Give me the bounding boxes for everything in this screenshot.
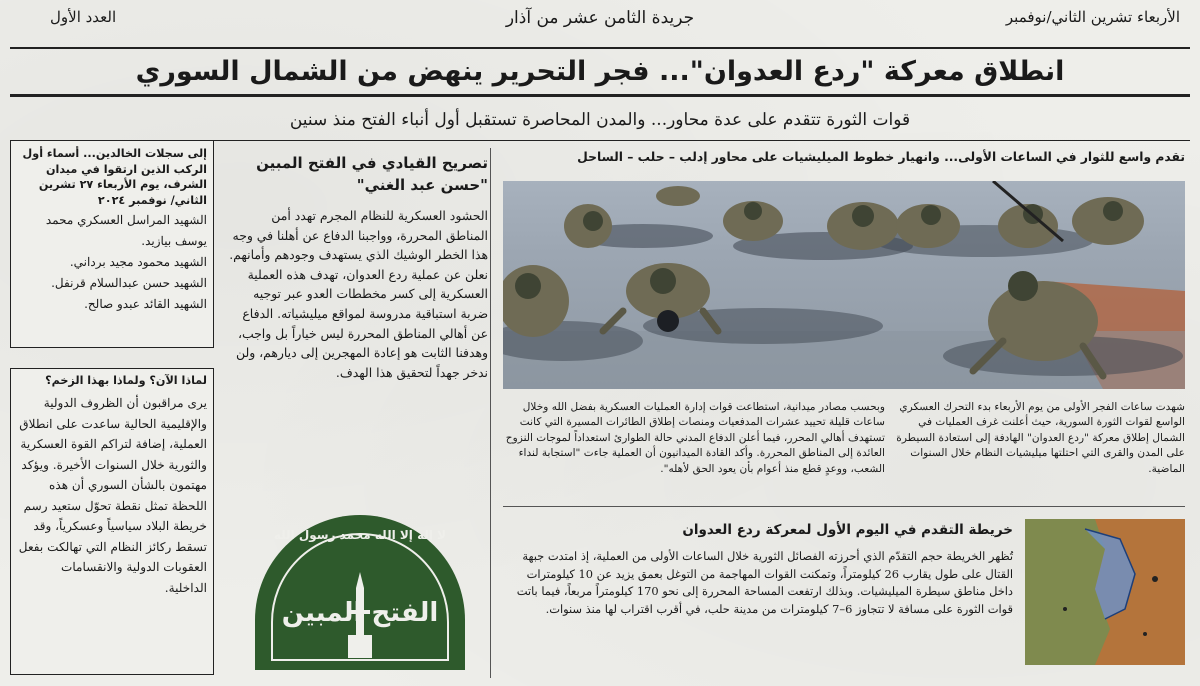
issue-date: الأربعاء تشرين الثاني/نوفمبر: [1005, 8, 1180, 26]
sub-headline: قوات الثورة تتقدم على عدة محاور... والمدن المحاصرة تستقبل أول أنباء الفتح منذ سنين: [289, 110, 911, 130]
map-story-body: تُظهر الخريطة حجم التقدّم الذي أحرزته الفصائل الثورية خلال الساعات الأولى من العملية، إذ امتدت جبهة القتال على طول يقارب 26 كيلومتراً، وتمكنت القوات المهاجمة من التوغل بعمق يزيد عن 10 كيلومترات داخل مناطق سيطرة الميليشيات. وبذلك ارتفعت المساحة المحررة إلى نحو 170 كيلومتراً مربعاً، فيما باتت قوات الثورة على مسافة لا تتجاوز 6–7 كيلومترات من مدينة حلب، في أقرب اقتراب لها منذ سنوات.: [516, 549, 1013, 616]
map-story-title: خريطة التقدم في اليوم الأول لمعركة ردع العدوان: [682, 522, 1013, 538]
martyrs-box-title: إلى سجلات الخالدين... أسماء أول الركب الذين ارتقوا في ميدان الشرف، يوم الأربعاء ٢٧ تشرين الثاني/ نوفمبر ٢٠٢٤: [22, 147, 207, 207]
statement-body: الحشود العسكرية للنظام المجرم تهدد أمن المناطق المحررة، وواجبنا الدفاع عن أهلنا في وجه هذا الخطر الوشيك الذي يستهدف وجودهم وأمانهم. نعلن عن عملية ردع العدوان، تهدف هذه العملية العسكرية إلى كسر مخططات العدو عبر توجيه ضربة استباقية مدروسة لمواقع ميليشياته. الدفاع عن أهالي المناطق المحررة ليس خياراً بل واجب، وهدفنا الثابت هو إعادة المهجرين إلى ديارهم، ولن ندخر جهداً لتحقيق هذا الهدف.: [229, 208, 488, 380]
issue-number: العدد الأول: [50, 8, 117, 26]
logo-shahada: لا إله إلا الله محمد رسول الله: [273, 528, 447, 542]
main-headline: انطلاق معركة "ردع العدوان"... فجر التحرير ينهض من الشمال السوري: [135, 56, 1065, 87]
photo-soldiers-praying-icon: [503, 181, 1185, 389]
masthead-rule: [10, 47, 1190, 49]
headline-rule: [10, 94, 1190, 97]
section-divider: [503, 506, 1185, 507]
martyr-name: الشهيد محمود مجيد برداني.: [69, 255, 207, 269]
why-now-title: لماذا الآن؟ ولماذا بهذا الزخم؟: [45, 374, 207, 387]
martyrs-box: [10, 140, 214, 348]
why-now-box: [10, 368, 214, 675]
paper-name: جريدة الثامن عشر من آذار: [505, 8, 695, 28]
logo-name: الفتح المبين: [281, 598, 439, 628]
martyr-name: الشهيد المراسل العسكري محمد يوسف بيازيد.: [45, 213, 207, 248]
column-divider: [490, 148, 491, 678]
martyr-name: الشهيد حسن عبدالسلام قرنفل.: [51, 276, 207, 290]
battle-map: [1025, 519, 1185, 665]
statement-title: تصريح القيادي في الفتح المبين "حسن عبد الغني": [256, 154, 488, 194]
why-now-body: يرى مراقبون أن الظروف الدولية والإقليمية الحالية ساعدت على انطلاق العملية، إضافة لتراكم القوة العسكرية والثورية خلال السنوات الأخيرة. ويؤكد مهتمون بالشأن السوري أن هذه اللحظة تمثل نقطة تحوّل ستعيد رسم خريطة البلاد سياسياً وعسكرياً، وقد تسقط ركائز النظام التي تهالكت بفعل العقوبات الدولية والانقسامات الداخلية.: [18, 396, 207, 595]
martyr-name: الشهيد القائد عبدو صالح.: [84, 297, 207, 311]
lead-story-column-left: وبحسب مصادر ميدانية، استطاعت قوات إدارة العمليات العسكرية بفضل الله وخلال ساعات قليلة تحييد عشرات المدفعيات ومنصات إطلاق الطائرات المسيرة التي كانت تستهدف أهالي المحرر، فيما أعلن الدفاع المدني حالة الطوارئ استعداداً لموجات النزوح العائدة إلى المناطق المحررة. وأكد القادة الميدانيون أن العملية جاءت "استجابة لنداء الشعب، ووعدٍ قطع منذ أعوام بأن يعود الحق لأهله".: [505, 401, 885, 475]
battle-map-icon: [1025, 519, 1185, 665]
lead-story-column-right: شهدت ساعات الفجر الأولى من يوم الأربعاء بدء التحرك العسكري الواسع لقوات الثورة السورية، حيث أعلنت غرف العمليات في الشمال إطلاق معركة "ردع العدوان" الهادفة إلى استعادة السيطرة على المدن والقرى التي احتلتها ميليشيات النظام خلال السنوات الماضية.: [896, 401, 1185, 475]
photo-soldiers-praying: [503, 181, 1185, 389]
fath-mubin-logo: [250, 510, 470, 675]
lead-story-title: تقدم واسع للثوار في الساعات الأولى... وانهيار خطوط الميليشيات على محاور إدلب – حلب – الساحل: [577, 150, 1185, 164]
